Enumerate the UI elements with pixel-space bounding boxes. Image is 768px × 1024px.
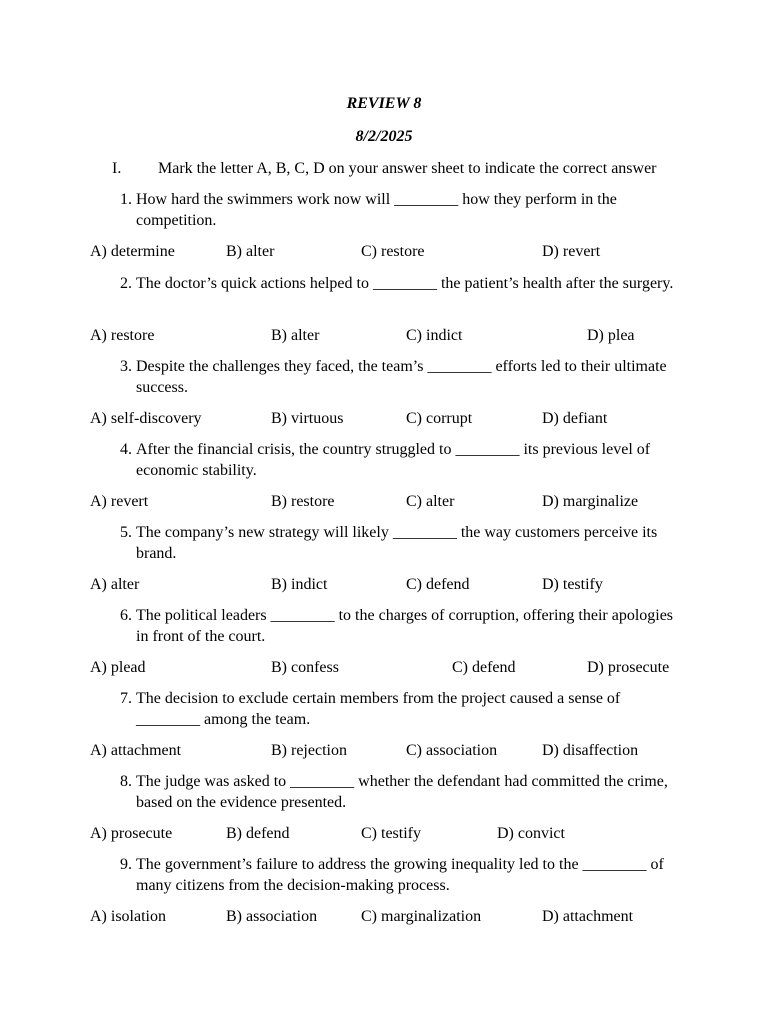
option-c: C) marginalization [361, 908, 482, 925]
question-text: The company’s new strategy will likely ________ the way customers perceive its brand. [136, 524, 658, 562]
question-text: After the financial crisis, the country struggled to ________ its previous level of economic stability. [136, 441, 651, 479]
section-numeral: I. [112, 160, 122, 177]
options-7 [90, 741, 710, 761]
question-number: 6. [120, 607, 132, 624]
options-8 [90, 824, 710, 844]
option-d: D) prosecute [587, 659, 670, 676]
option-b: B) restore [271, 493, 335, 510]
option-a: A) attachment [90, 742, 182, 759]
option-c: C) corrupt [406, 410, 473, 427]
option-b: B) defend [226, 825, 290, 842]
question-text: The decision to exclude certain members from the project caused a sense of ________ among the team. [136, 690, 621, 728]
options-2 [90, 326, 710, 346]
option-b: B) alter [271, 327, 320, 344]
section-instruction-text: Mark the letter A, B, C, D on your answer sheet to indicate the correct answer [158, 160, 657, 177]
option-a: A) self-discovery [90, 410, 202, 427]
option-a: A) plead [90, 659, 146, 676]
option-b: B) rejection [271, 742, 347, 759]
option-a: A) restore [90, 327, 155, 344]
option-d: D) testify [542, 576, 603, 593]
option-c: C) indict [406, 327, 463, 344]
option-d: D) revert [542, 243, 601, 260]
question-number: 9. [120, 856, 132, 873]
question-text: Despite the challenges they faced, the team’s ________ efforts led to their ultimate success. [136, 358, 667, 396]
option-d: D) convict [497, 825, 565, 842]
question-text: The judge was asked to ________ whether the defendant had committed the crime, based on the evidence presented. [136, 773, 668, 811]
options-1 [90, 242, 710, 262]
option-d: D) marginalize [542, 493, 639, 510]
option-b: B) indict [271, 576, 328, 593]
question-number: 1. [120, 191, 132, 208]
option-c: C) testify [361, 825, 421, 842]
option-b: B) virtuous [271, 410, 344, 427]
option-c: C) restore [361, 243, 425, 260]
option-c: C) defend [406, 576, 470, 593]
question-number: 3. [120, 358, 132, 375]
option-b: B) confess [271, 659, 339, 676]
option-a: A) determine [90, 243, 175, 260]
question-number: 8. [120, 773, 132, 790]
option-d: D) attachment [542, 908, 634, 925]
option-d: D) plea [587, 327, 635, 344]
question-text: The government’s failure to address the growing inequality led to the ________ of many citizens from the decision-making process. [136, 856, 664, 894]
option-c: C) defend [452, 659, 516, 676]
options-6 [90, 658, 710, 678]
options-9 [90, 907, 710, 927]
options-4 [90, 492, 710, 512]
option-d: D) defiant [542, 410, 608, 427]
option-c: C) association [406, 742, 498, 759]
question-number: 4. [120, 441, 132, 458]
option-a: A) alter [90, 576, 140, 593]
page-title: REVIEW 8 [346, 95, 422, 112]
option-b: B) alter [226, 243, 275, 260]
option-a: A) prosecute [90, 825, 173, 842]
option-a: A) revert [90, 493, 149, 510]
option-a: A) isolation [90, 908, 166, 925]
question-text: How hard the swimmers work now will ________ how they perform in the competition. [136, 191, 617, 229]
question-number: 7. [120, 690, 132, 707]
option-b: B) association [226, 908, 318, 925]
question-number: 2. [120, 275, 132, 292]
options-5 [90, 575, 710, 595]
options-3 [90, 409, 710, 429]
option-d: D) disaffection [542, 742, 639, 759]
question-number: 5. [120, 524, 132, 541]
question-text: The doctor’s quick actions helped to ________ the patient’s health after the surgery. [136, 275, 674, 292]
question-text: The political leaders ________ to the charges of corruption, offering their apologies in front of the court. [136, 607, 674, 645]
option-c: C) alter [406, 493, 455, 510]
page-date: 8/2/2025 [355, 128, 413, 145]
